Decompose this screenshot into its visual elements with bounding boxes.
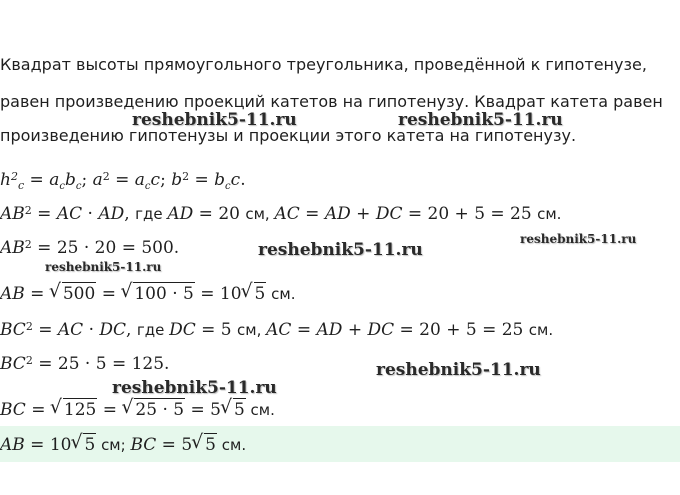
- watermark: reshebnik5-11.ru: [132, 110, 297, 130]
- formula-relations: $h^2_c = a_cb_c$; $a^2 = a_cc$; $b^2 = b_cc$.: [0, 169, 246, 192]
- watermark: reshebnik5-11.ru: [398, 110, 563, 130]
- theory-line-2: равен произведению проекций катетов на гипотенузу. Квадрат катета равен: [0, 92, 663, 111]
- formula-ab-squared: $AB^2$ = AC · AD, где AD = 20 см, AC = AD + DC = 20 + 5 = 25 см.: [0, 203, 562, 224]
- watermark: reshebnik5-11.ru: [45, 260, 162, 274]
- formula-ab-squared-value: $AB^2 = 25 \cdot 20 = 500$.: [0, 237, 180, 258]
- theory-line-1: Квадрат высоты прямоугольного треугольника, проведённой к гипотенузе,: [0, 55, 647, 74]
- formula-bc-squared: $BC^2$ = AC · DC, где DC = 5 см, AC = AD + DC = 20 + 5 = 25 см.: [0, 319, 554, 340]
- watermark: reshebnik5-11.ru: [258, 240, 423, 260]
- answer-line: AB = 10√ 5 см; BC = 5√ 5 см.: [0, 433, 246, 457]
- watermark: reshebnik5-11.ru: [112, 378, 277, 398]
- watermark: reshebnik5-11.ru: [520, 232, 637, 246]
- formula-bc-squared-value: $BC^2 = 25 \cdot 5 = 125$.: [0, 353, 170, 374]
- watermark: reshebnik5-11.ru: [376, 360, 541, 380]
- theory-line-3: произведению гипотенузы и проекции этого катета на гипотенузу.: [0, 126, 577, 145]
- formula-bc: BC = √ 125 = √ 25 · 5 = 5√ 5 см.: [0, 398, 275, 422]
- formula-ab: AB = √ 500 = √ 100 · 5 = 10√ 5 см.: [0, 282, 295, 306]
